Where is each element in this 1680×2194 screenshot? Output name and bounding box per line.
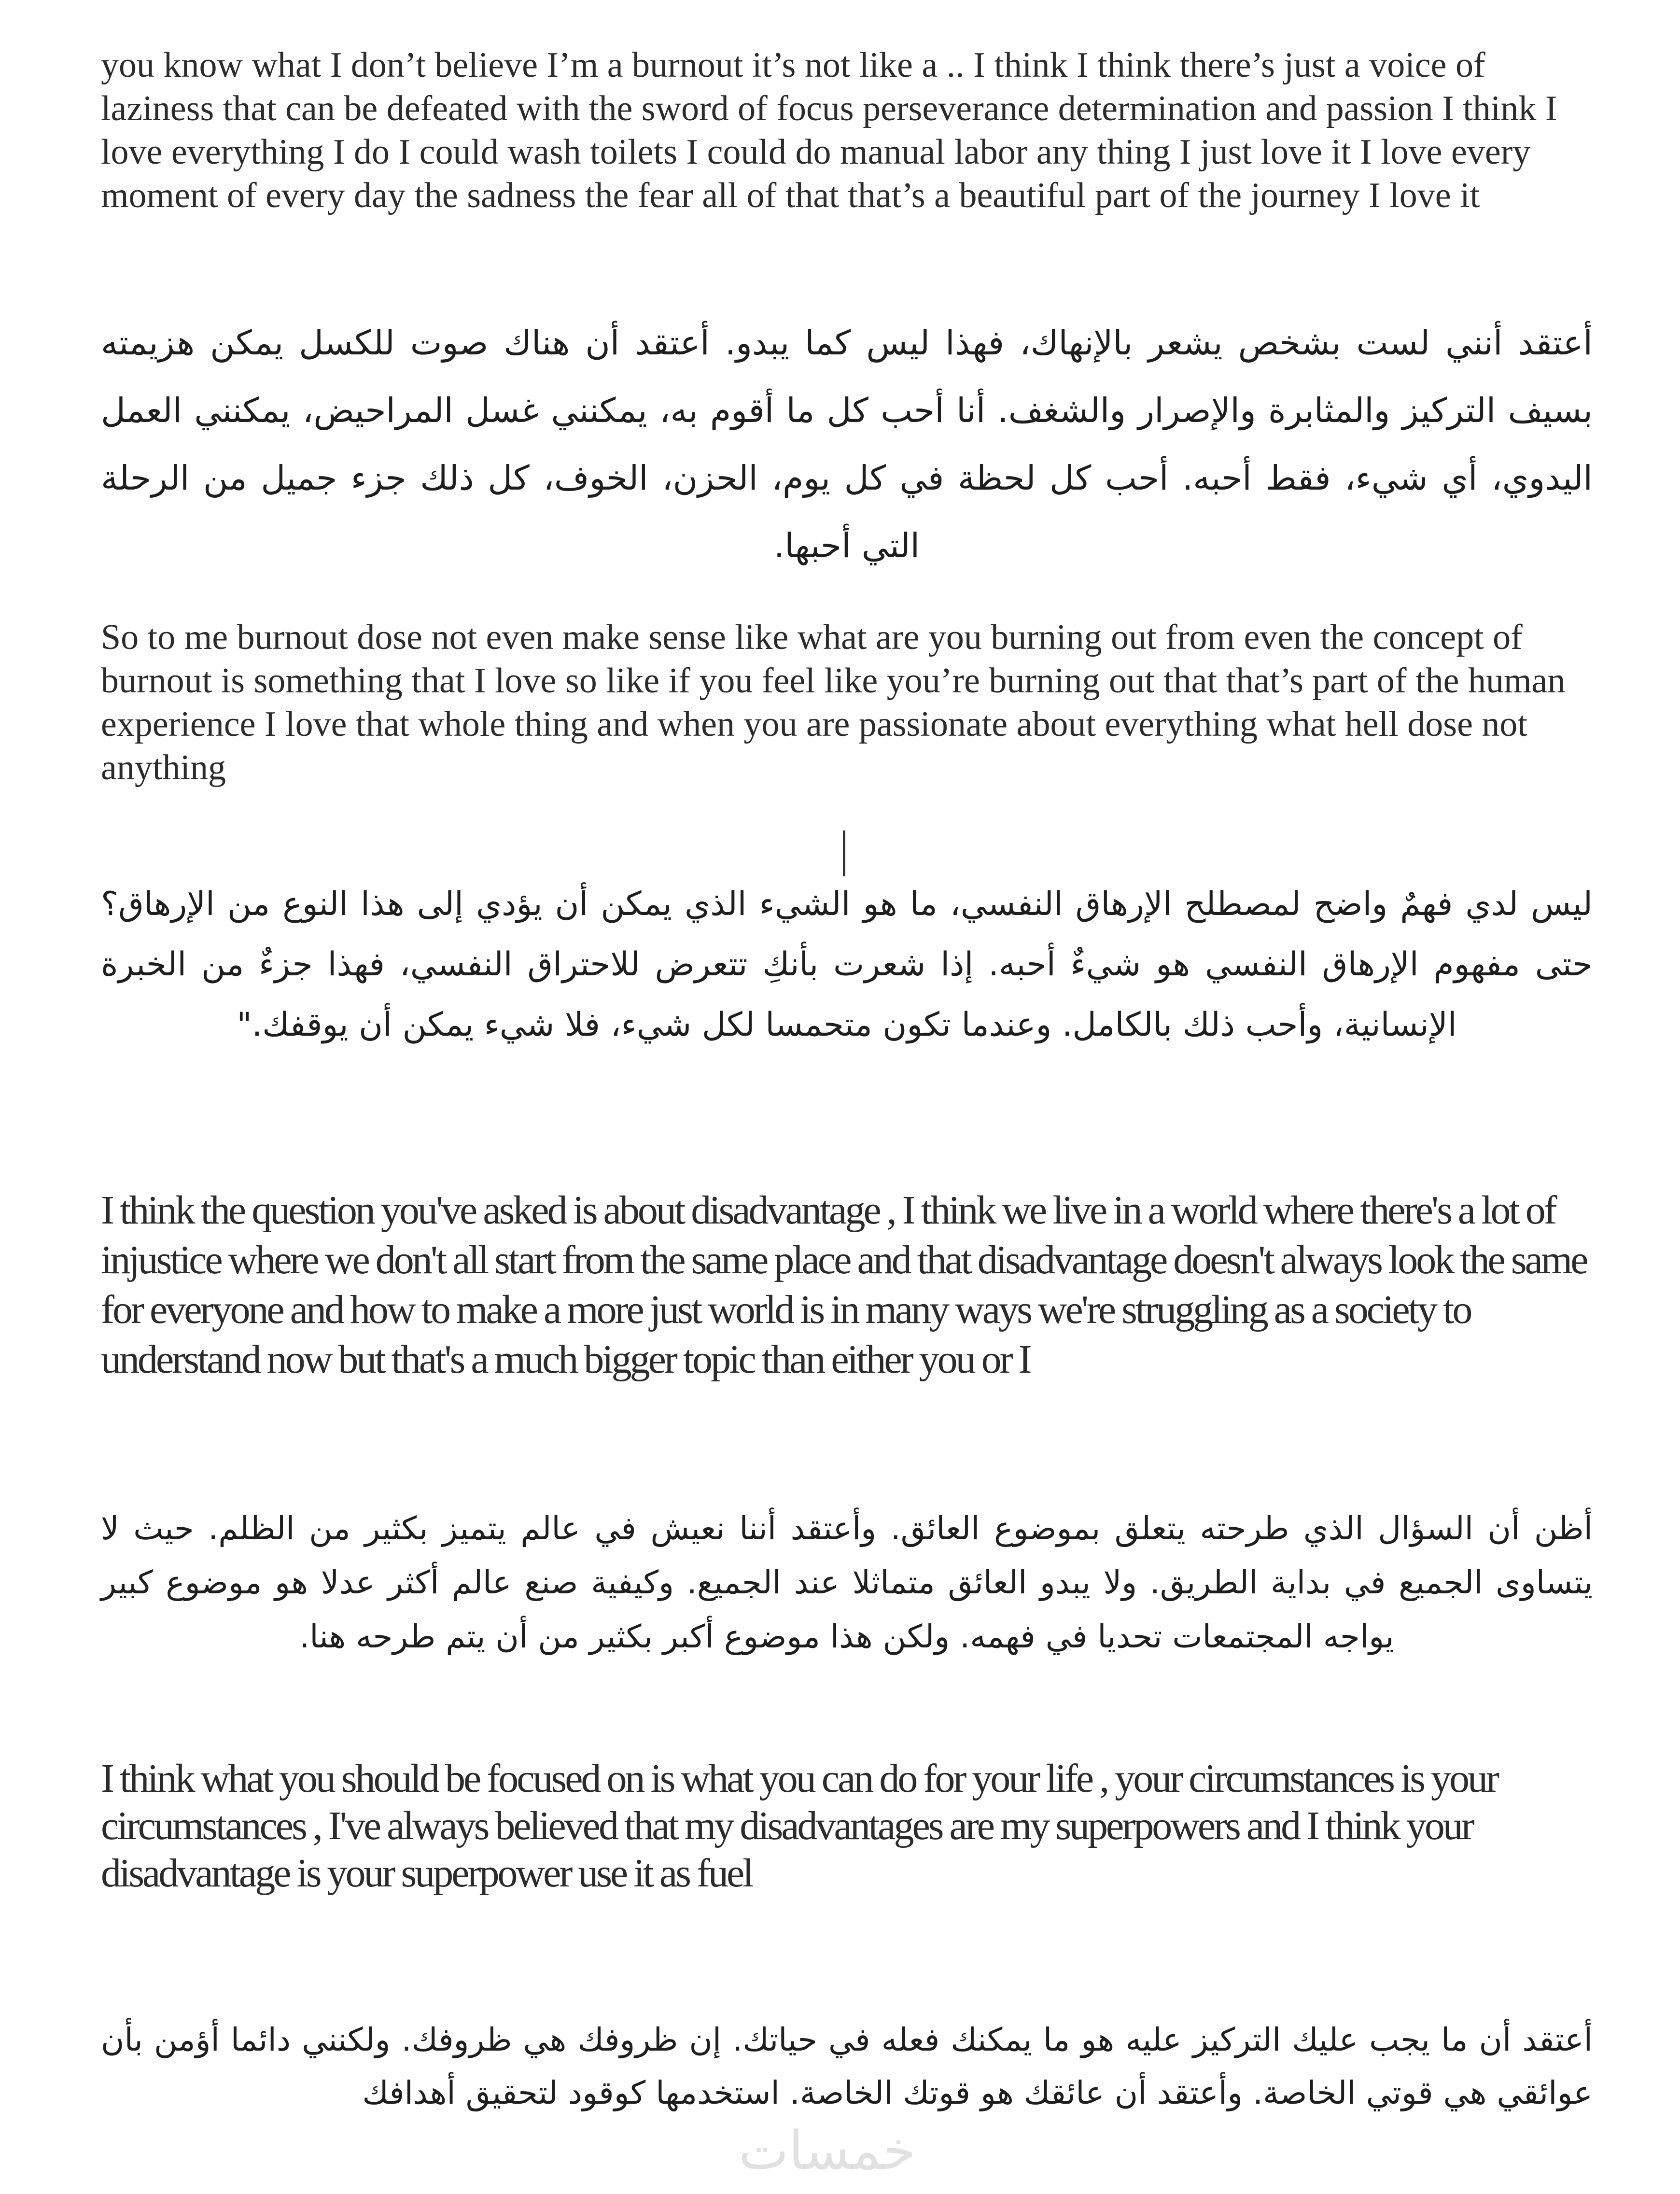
english-paragraph-4: I think what you should be focused on is what you can do for your life , your circumstances is your circumstances , I've always believed that my disadvantages are my superpowers and I think your disadvantage is your superpower use it as fuel xyxy=(101,1756,1498,1896)
english-paragraph-3: I think the question you've asked is about disadvantage , I think we live in a world where there's a lot of injustice where we don't all start from the same place and that disadvantage doesn't always look the same for everyone and how to make a more just world is in many ways we're struggling as a society to understand now but that's a much bigger topic than either you or I xyxy=(101,1188,1587,1382)
text-cursor xyxy=(843,830,845,876)
english-paragraph-2: So to me burnout dose not even make sense like what are you burning out from even the concept of burnout is something that I love so like if you feel like you’re burning out that that’s part of the human experience I love that whole thing and when you are passionate about everything what hell dose not anything xyxy=(101,618,1566,788)
arabic-paragraph-3: أظن أن السؤال الذي طرحته يتعلق بموضوع العائق. وأعتقد أننا نعيش في عالم يتميز بكثير من الظلم. حيث لا يتساوى الجميع في بداية الطريق. ولا يبدو العائق متماثلا عند الجميع. وكيفية صنع عالم أكثر عدلا هو موضوع كبير يواجه المجتمعات تحديا في فهمه. ولكن هذا موضوع أكبر بكثير من أن يتم طرحه هنا. xyxy=(101,1510,1593,1655)
english-paragraph-1: you know what I don’t believe I’m a burnout it’s not like a .. I think I think there’s just a voice of laziness that can be defeated with the sword of focus perseverance determination and passion I think I love everything I do I could wash toilets I could do manual labor any thing I just love it I love every moment of every day the sadness the fear all of that that’s a beautiful part of the journey I love it xyxy=(101,45,1557,215)
arabic-paragraph-1: أعتقد أنني لست بشخص يشعر بالإنهاك، فهذا ليس كما يبدو. أعتقد أن هناك صوت للكسل يمكن هزيمته بسيف التركيز والمثابرة والإصرار والشغف. أنا أحب كل ما أقوم به، يمكنني غسل المراحيض، يمكنني العمل اليدوي، أي شيء، فقط أحبه. أحب كل لحظة في كل يوم، الحزن، الخوف، كل ذلك جزء جميل من الرحلة التي أحبها. xyxy=(101,323,1593,565)
watermark-logo: خمسات xyxy=(739,2120,916,2181)
arabic-paragraph-4: أعتقد أن ما يجب عليك التركيز عليه هو ما يمكنك فعله في حياتك. إن ظروفك هي ظروفك. ولكنني دائما أؤمن بأن عوائقي هي قوتي الخاصة. وأعتقد أن عائقك هو قوتك الخاصة. استخدمها كوقود لتحقيق أهدافك xyxy=(101,2021,1593,2111)
arabic-paragraph-2: ليس لدي فهمٌ واضح لمصطلح الإرهاق النفسي، ما هو الشيء الذي يمكن أن يؤدي إلى هذا النوع من الإرهاق؟ حتى مفهوم الإرهاق النفسي هو شيءٌ أحبه. إذا شعرت بأنكِ تتعرض للاحتراق النفسي، فهذا جزءٌ من الخبرة الإنسانية، وأحب ذلك بالكامل. وعندما تكون متحمسا لكل شيء، فلا شيء يمكن أن يوقفك." xyxy=(101,885,1593,1044)
